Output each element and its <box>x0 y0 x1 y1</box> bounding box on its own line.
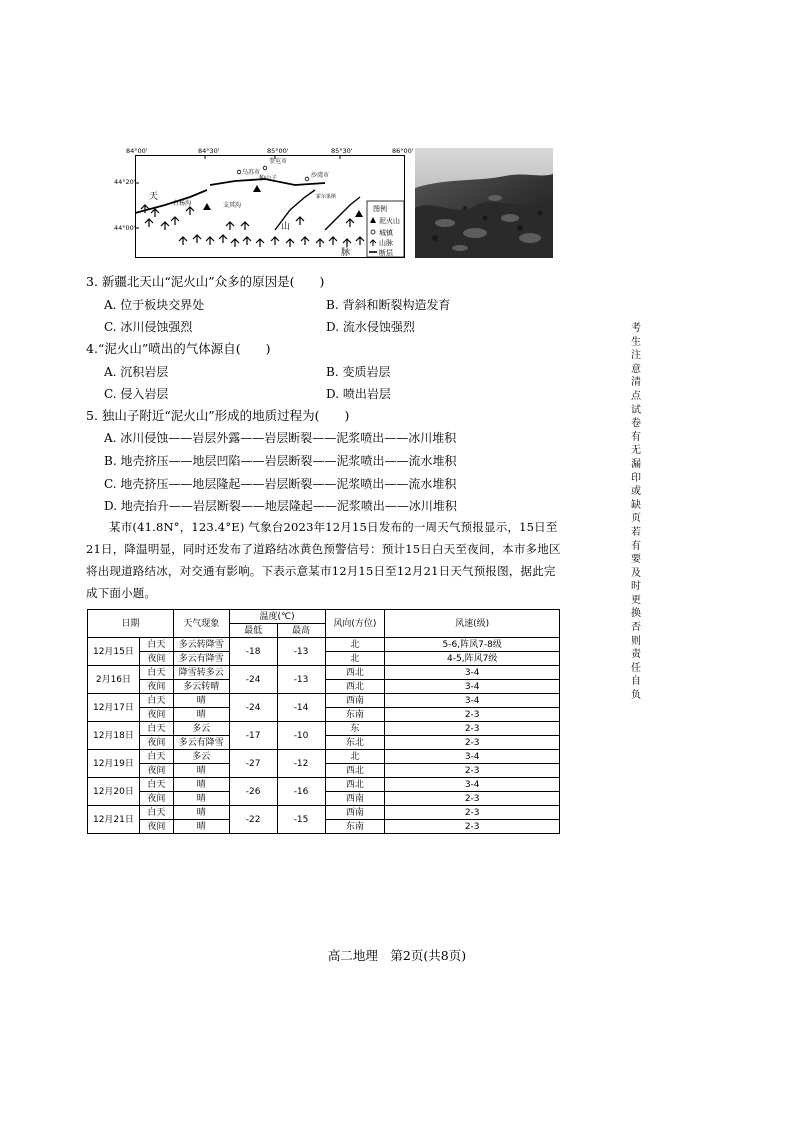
map-place-label: 山 <box>281 222 291 232</box>
cell-wind-speed: 3-4 <box>385 680 560 694</box>
map-lat-label: 44°20' <box>114 178 136 186</box>
cell-low-temp: -18 <box>229 638 277 666</box>
legend-item: 泥火山 <box>379 217 400 225</box>
map-place-label: 奎屯市 <box>269 158 288 165</box>
cell-weather: 多云 <box>173 722 229 736</box>
header-date: 日期 <box>88 610 174 638</box>
cell-wind-dir: 西南 <box>325 806 385 820</box>
cell-wind-dir: 西南 <box>325 792 385 806</box>
header-temp: 温度(℃) <box>229 610 325 624</box>
cell-wind-dir: 西北 <box>325 764 385 778</box>
cell-period: 夜间 <box>139 736 173 750</box>
question-5-stem: 5. 独山子附近“泥火山”形成的地质过程为( ) <box>86 408 350 423</box>
map-lat-label: 44°00' <box>114 224 136 232</box>
cell-low-temp: -26 <box>229 778 277 806</box>
cell-low-temp: -22 <box>229 806 277 834</box>
header-high: 最高 <box>277 624 325 638</box>
cell-wind-dir: 东南 <box>325 708 385 722</box>
table-row <box>88 778 560 792</box>
header-weather: 天气现象 <box>173 610 229 638</box>
question-3-option-d: D. 流水侵蚀强烈 <box>326 320 415 334</box>
legend-item: 山脉 <box>379 239 393 247</box>
cell-wind-dir: 西南 <box>325 694 385 708</box>
cell-date: 12月17日 <box>88 694 140 722</box>
cell-weather: 晴 <box>173 708 229 722</box>
cell-period: 夜间 <box>139 820 173 834</box>
map-lon-label: 85°00' <box>267 147 289 155</box>
cell-weather: 降雪转多云 <box>173 666 229 680</box>
map-place-label: 脉 <box>341 248 351 258</box>
cell-date: 12月15日 <box>88 638 140 666</box>
cell-period: 白天 <box>139 666 173 680</box>
cell-period: 夜间 <box>139 708 173 722</box>
cell-high-temp: -15 <box>277 806 325 834</box>
question-3-option-c: C. 冰川侵蚀强烈 <box>104 320 193 334</box>
map-place-label: 霍尔果斯 <box>316 194 337 200</box>
map-lon-label: 84°00' <box>126 147 148 155</box>
cell-period: 白天 <box>139 722 173 736</box>
cell-weather: 多云转晴 <box>173 680 229 694</box>
cell-wind-speed: 2-3 <box>385 708 560 722</box>
map-lon-label: 84°30' <box>198 147 220 155</box>
table-row <box>88 694 560 708</box>
cell-low-temp: -24 <box>229 666 277 694</box>
table-row <box>88 806 560 820</box>
cell-period: 白天 <box>139 694 173 708</box>
question-5-option-c: C. 地壳挤压——地层隆起——岩层断裂——泥浆喷出——流水堆积 <box>104 477 457 491</box>
table-row <box>88 722 560 736</box>
legend-item: 城镇 <box>379 229 393 237</box>
cell-period: 白天 <box>139 750 173 764</box>
map-place-label: 白杨沟 <box>173 200 192 207</box>
cell-weather: 多云转降雪 <box>173 638 229 652</box>
cell-weather: 晴 <box>173 806 229 820</box>
cell-wind-speed: 2-3 <box>385 806 560 820</box>
cell-low-temp: -24 <box>229 694 277 722</box>
cell-wind-dir: 东南 <box>325 820 385 834</box>
cell-period: 白天 <box>139 806 173 820</box>
map-lon-label: 85°30' <box>331 147 353 155</box>
cell-high-temp: -16 <box>277 778 325 806</box>
header-low: 最低 <box>229 624 277 638</box>
geologic-map <box>135 155 405 258</box>
question-4-option-d: D. 喷出岩层 <box>326 387 391 401</box>
cell-wind-dir: 西北 <box>325 778 385 792</box>
cell-date: 12月19日 <box>88 750 140 778</box>
cell-weather: 晴 <box>173 778 229 792</box>
cell-wind-speed: 4-5,阵风7级 <box>385 652 560 666</box>
cell-date: 2月16日 <box>88 666 140 694</box>
cell-weather: 多云有降雪 <box>173 652 229 666</box>
question-4-option-c: C. 侵入岩层 <box>104 387 169 401</box>
cell-high-temp: -14 <box>277 694 325 722</box>
question-3-stem: 3. 新疆北天山“泥火山”众多的原因是( ) <box>86 274 325 289</box>
map-place-label: 独山子 <box>259 175 278 182</box>
page-footer: 高二地理 第2页(共8页) <box>327 948 467 963</box>
cell-wind-dir: 西北 <box>325 680 385 694</box>
mud-volcano-photo <box>415 148 553 258</box>
map-place-label: 沙湾市 <box>311 172 330 179</box>
cell-wind-speed: 2-3 <box>385 722 560 736</box>
cell-weather: 多云 <box>173 750 229 764</box>
question-3-option-a: A. 位于板块交界处 <box>104 298 205 312</box>
cell-wind-speed: 3-4 <box>385 694 560 708</box>
cell-weather: 晴 <box>173 694 229 708</box>
table-row <box>88 638 560 652</box>
question-4-option-a: A. 沉积岩层 <box>104 365 169 379</box>
question-5-option-a: A. 冰川侵蚀——岩层外露——岩层断裂——泥浆喷出——冰川堆积 <box>104 431 457 445</box>
cell-weather: 晴 <box>173 764 229 778</box>
cell-period: 夜间 <box>139 764 173 778</box>
map-place-label: 天 <box>149 192 159 202</box>
question-3-option-b: B. 背斜和断裂构造发育 <box>326 298 451 312</box>
cell-wind-speed: 3-4 <box>385 666 560 680</box>
cell-date: 12月21日 <box>88 806 140 834</box>
question-5-option-d: D. 地壳抬升——岩层断裂——地层隆起——泥浆喷出——冰川堆积 <box>104 499 457 513</box>
header-wind-speed: 风速(级) <box>385 610 560 638</box>
table-row <box>88 750 560 764</box>
weather-forecast-table <box>87 609 560 834</box>
legend-item: 断层 <box>379 249 393 257</box>
cell-period: 夜间 <box>139 792 173 806</box>
map-place-label: 乌苏市 <box>242 169 261 176</box>
cell-high-temp: -13 <box>277 638 325 666</box>
cell-wind-dir: 北 <box>325 638 385 652</box>
cell-wind-speed: 3-4 <box>385 778 560 792</box>
cell-wind-speed: 3-4 <box>385 750 560 764</box>
cell-date: 12月20日 <box>88 778 140 806</box>
cell-wind-dir: 西北 <box>325 666 385 680</box>
cell-date: 12月18日 <box>88 722 140 750</box>
table-row <box>88 666 560 680</box>
cell-period: 夜间 <box>139 652 173 666</box>
cell-wind-speed: 2-3 <box>385 764 560 778</box>
question-5-option-b: B. 地壳挤压——地层凹陷——岩层断裂——泥浆喷出——流水堆积 <box>104 454 457 468</box>
cell-high-temp: -10 <box>277 722 325 750</box>
cell-low-temp: -27 <box>229 750 277 778</box>
cell-high-temp: -12 <box>277 750 325 778</box>
cell-period: 白天 <box>139 778 173 792</box>
cell-wind-speed: 2-3 <box>385 736 560 750</box>
cell-wind-dir: 东 <box>325 722 385 736</box>
cell-wind-speed: 2-3 <box>385 792 560 806</box>
cell-wind-dir: 北 <box>325 750 385 764</box>
cell-wind-speed: 2-3 <box>385 820 560 834</box>
cell-low-temp: -17 <box>229 722 277 750</box>
question-4-option-b: B. 变质岩层 <box>326 365 391 379</box>
legend-title: 图例 <box>373 205 387 213</box>
cell-period: 白天 <box>139 638 173 652</box>
cell-wind-dir: 北 <box>325 652 385 666</box>
map-lon-label: 86°00' <box>392 147 414 155</box>
question-4-stem: 4.“泥火山”喷出的气体源自( ) <box>86 341 271 356</box>
side-notice: 考生注意清点试卷有无漏印或缺页若有要及时更换否则责任自负 <box>631 323 641 702</box>
cell-wind-dir: 东北 <box>325 736 385 750</box>
cell-period: 夜间 <box>139 680 173 694</box>
cell-weather: 晴 <box>173 792 229 806</box>
cell-wind-speed: 5-6,阵风7-8级 <box>385 638 560 652</box>
map-place-label: 支其沟 <box>223 202 242 209</box>
cell-weather: 晴 <box>173 820 229 834</box>
header-wind-dir: 风向(方位) <box>325 610 385 638</box>
reading-passage: 某市(41.8N°，123.4°E) 气象台2023年12月15日发布的一周天气预报显示，15日至21日，降温明显，同时还发布了道路结冰黄色预警信号：预计15日白天至夜间，本市多地区将出现道路结冰，对交通有影响。下表示意某市12月15日至12月21日天气预报图，据此完成下面小题。 <box>86 520 561 600</box>
cell-high-temp: -13 <box>277 666 325 694</box>
cell-weather: 多云有降雪 <box>173 736 229 750</box>
